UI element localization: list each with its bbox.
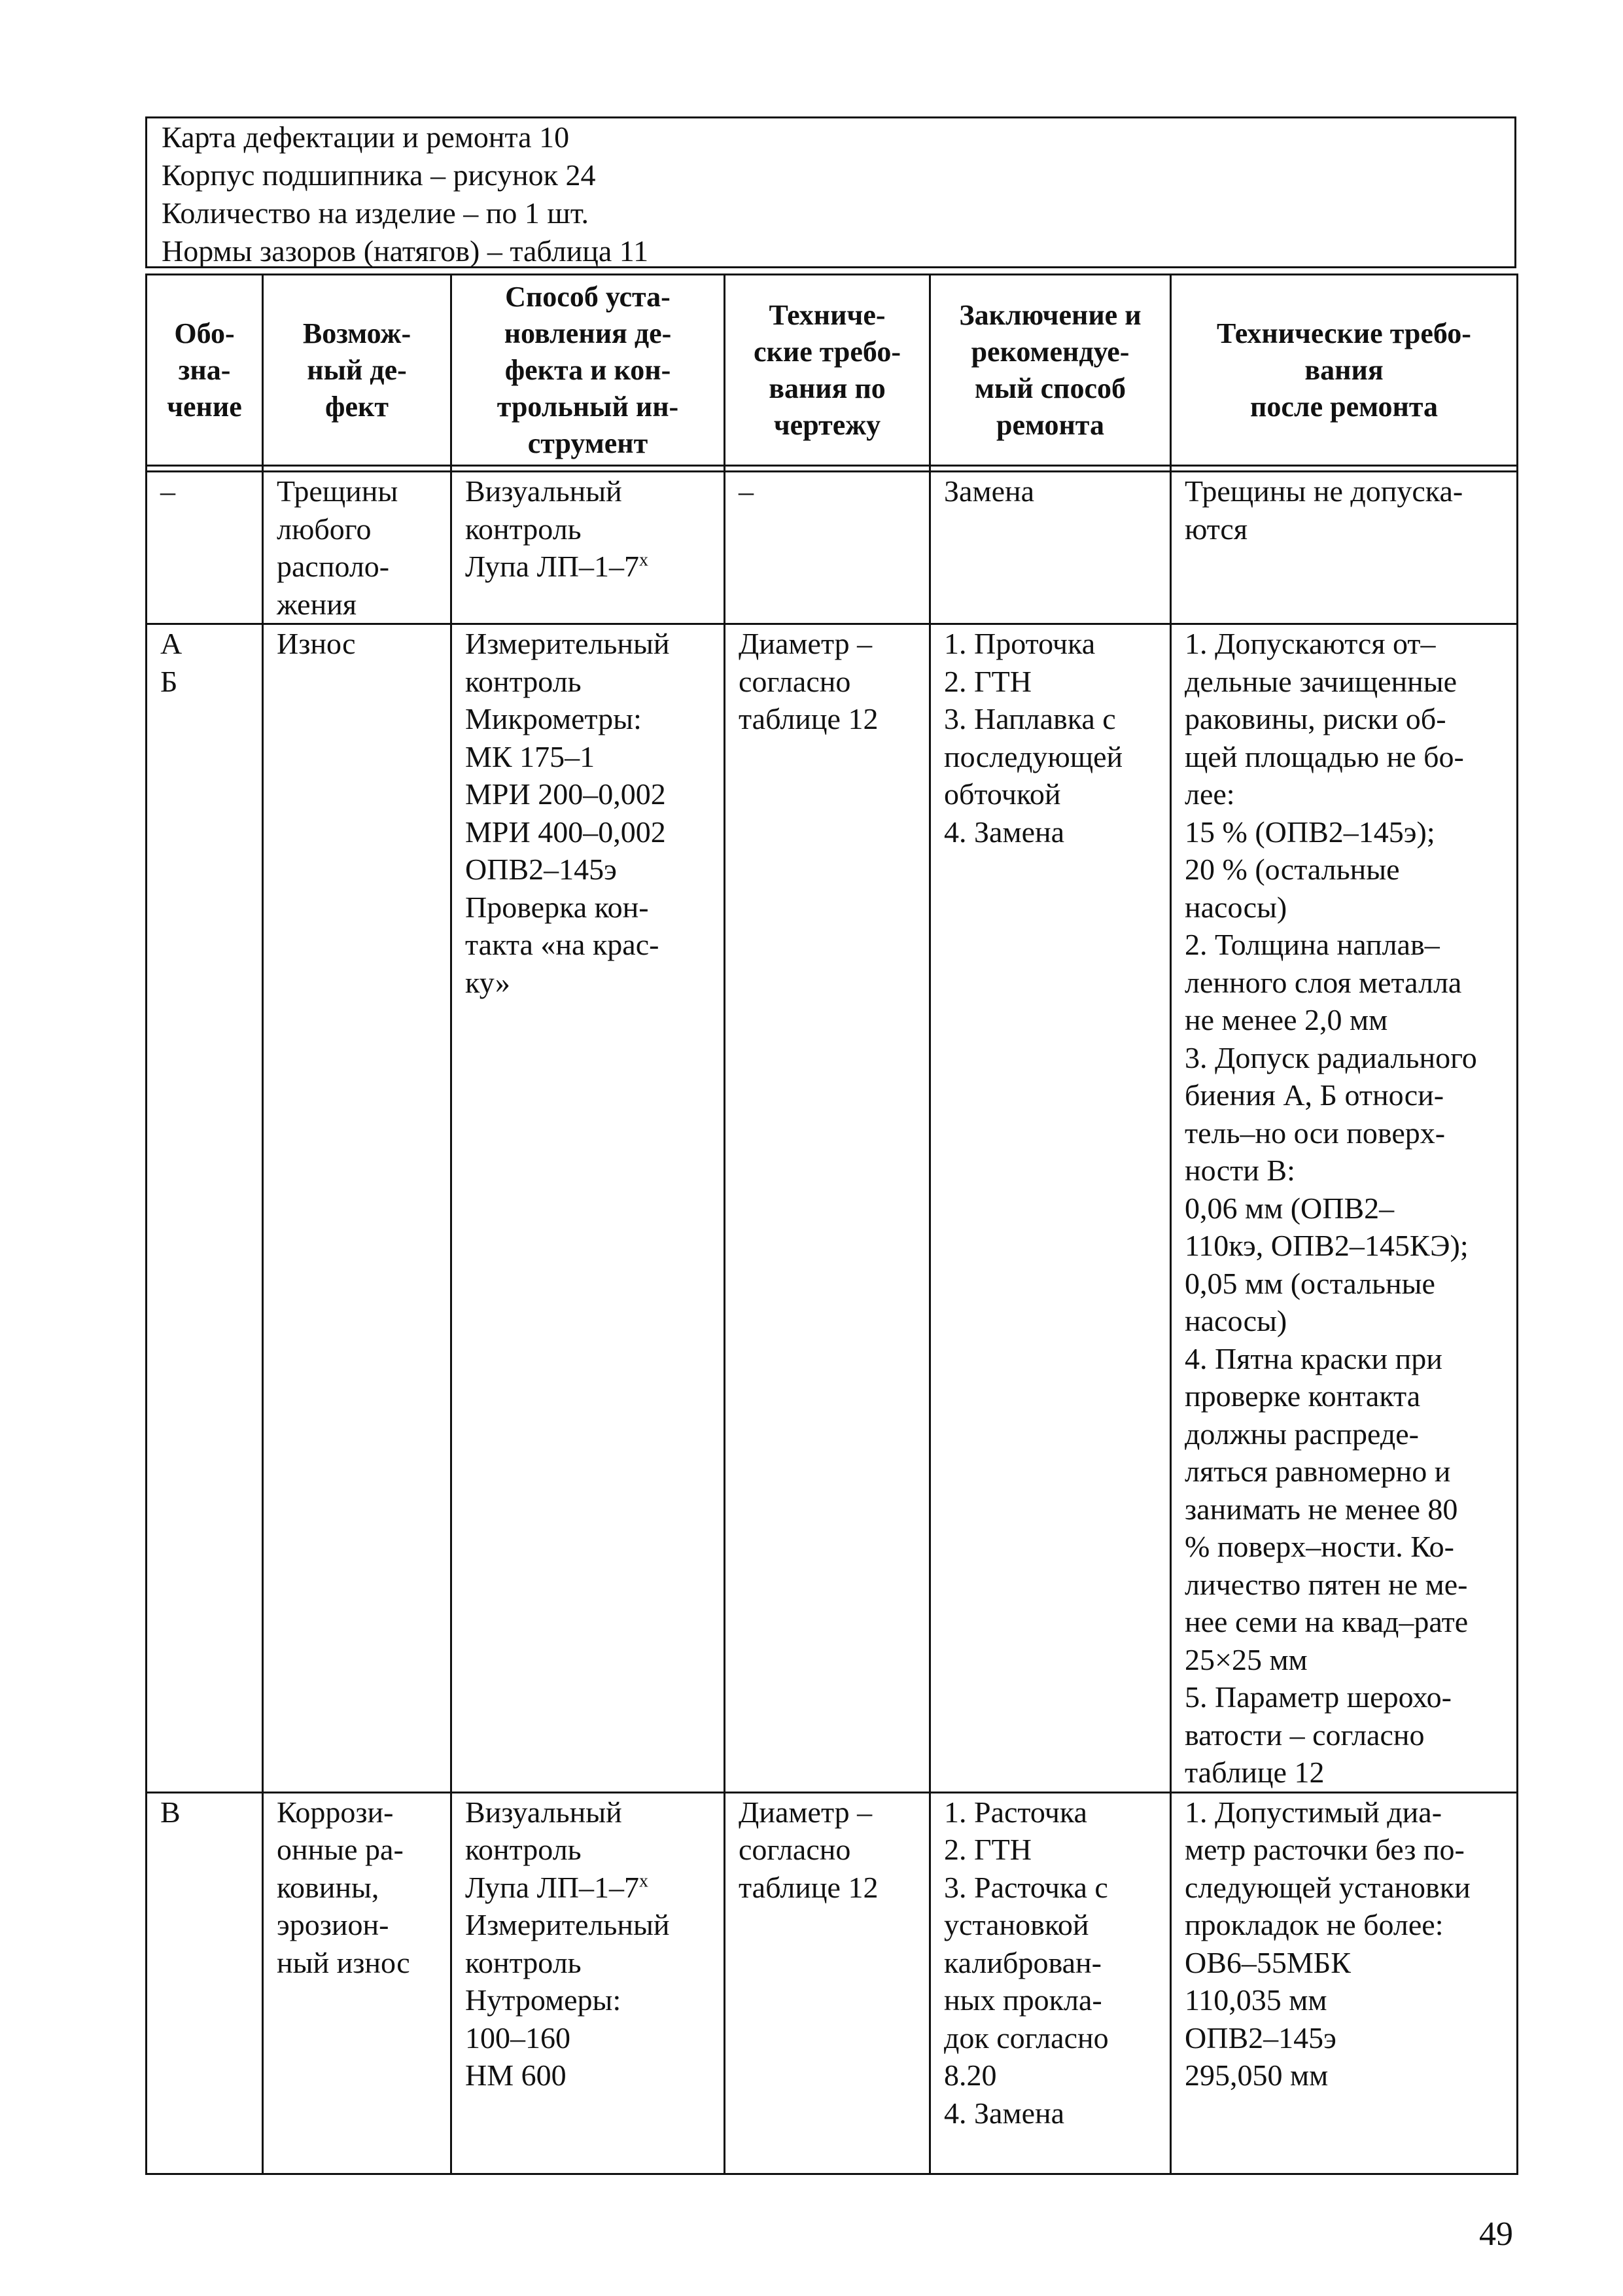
column-header-method: Способ уста- новления де- фекта и кон- трольный ин- струмент bbox=[451, 275, 725, 466]
cell-drawing-requirements: – bbox=[725, 472, 930, 624]
method-text: Визуальный контроль Лупа ЛП–1–7 bbox=[465, 1795, 640, 1904]
table-row bbox=[147, 1792, 1518, 2174]
cell-after-repair: 1. Допустимый диа- метр расточки без по- следующей установки прокладок не более: ОВ6–55МБК 110,035 мм ОПВ2–145э 295,050 мм bbox=[1171, 1792, 1518, 2174]
column-header-designation: Обо- зна- чение bbox=[147, 275, 263, 466]
method-text-continued: Измерительный контроль Нутромеры: 100–160 НМ 600 bbox=[465, 1908, 670, 2092]
cell-method bbox=[451, 624, 725, 1793]
column-header-drawing-requirements: Техниче- ские требо- вания по чертежу bbox=[725, 275, 930, 466]
table-row bbox=[147, 472, 1518, 624]
cell-drawing-requirements: Диаметр – согласно таблице 12 bbox=[725, 624, 930, 1793]
cell-designation: В bbox=[147, 1792, 263, 2174]
cell-repair: 1. Расточка 2. ГТН 3. Расточка с установкой калиброван- ных прокла- док согласно 8.20 4. Замена bbox=[930, 1792, 1171, 2174]
part-name: Корпус подшипника – рисунок 24 bbox=[162, 158, 596, 192]
cell-drawing-requirements: Диаметр – согласно таблице 12 bbox=[725, 1792, 930, 2174]
table-header-row bbox=[147, 275, 1518, 466]
column-header-repair: Заключение и рекомендуе- мый способ ремонта bbox=[930, 275, 1171, 466]
column-header-after-repair: Технические требо- вания после ремонта bbox=[1171, 275, 1518, 466]
column-header-defect: Возмож- ный де- фект bbox=[263, 275, 451, 466]
cell-method bbox=[451, 472, 725, 624]
card-header bbox=[145, 116, 1516, 268]
method-text: Визуальный контроль Лупа ЛП–1–7 bbox=[465, 474, 640, 583]
card-title: Карта дефектации и ремонта 10 bbox=[162, 120, 570, 154]
cell-defect: Трещины любого располо- жения bbox=[263, 472, 451, 624]
clearance-norms-line: Нормы зазоров (натягов) – таблица 11 bbox=[162, 234, 649, 268]
method-superscript: х bbox=[639, 550, 649, 571]
method-superscript: х bbox=[639, 1871, 649, 1892]
cell-repair: 1. Проточка 2. ГТН 3. Наплавка с последующей обточкой 4. Замена bbox=[930, 624, 1171, 1793]
cell-after-repair: 1. Допускаются от– дельные зачищенные раковины, риски об- щей площадью не бо- лее: 15 % (ОПВ2–145э); 20 % (остальные насосы) 2. Толщина наплав– ленного слоя металла не менее 2,0 мм 3. Допуск радиального биения А, Б относи- тель–но оси поверх- ности В: 0,06 мм (ОПВ2– 110кэ, ОПВ2–145КЭ); 0,05 мм (остальные насосы) 4. Пятна краски при проверке контакта должны распреде- ляться равномерно и занимать не менее 80 % поверх–ности. Ко- личество пятен не ме- нее семи на квад–рате 25×25 мм 5. Параметр шерохо- ватости – согласно таблице 12 bbox=[1171, 624, 1518, 1793]
method-text: Измерительный контроль Микрометры: МК 175–1 МРИ 200–0,002 МРИ 400–0,002 ОПВ2–145э Проверка кон- такта «на крас- ку» bbox=[465, 627, 670, 999]
cell-designation: – bbox=[147, 472, 263, 624]
table-row bbox=[147, 624, 1518, 1793]
quantity-line: Количество на изделие – по 1 шт. bbox=[162, 196, 589, 230]
document-page bbox=[145, 116, 1516, 2175]
defect-table bbox=[145, 274, 1518, 2175]
cell-repair: Замена bbox=[930, 472, 1171, 624]
cell-designation: А Б bbox=[147, 624, 263, 1793]
cell-method bbox=[451, 1792, 725, 2174]
page-number: 49 bbox=[1479, 2216, 1513, 2253]
cell-defect: Износ bbox=[263, 624, 451, 1793]
header-separator bbox=[147, 466, 1518, 472]
cell-after-repair: Трещины не допуска- ются bbox=[1171, 472, 1518, 624]
cell-defect: Коррози- онные ра- ковины, эрозион- ный износ bbox=[263, 1792, 451, 2174]
